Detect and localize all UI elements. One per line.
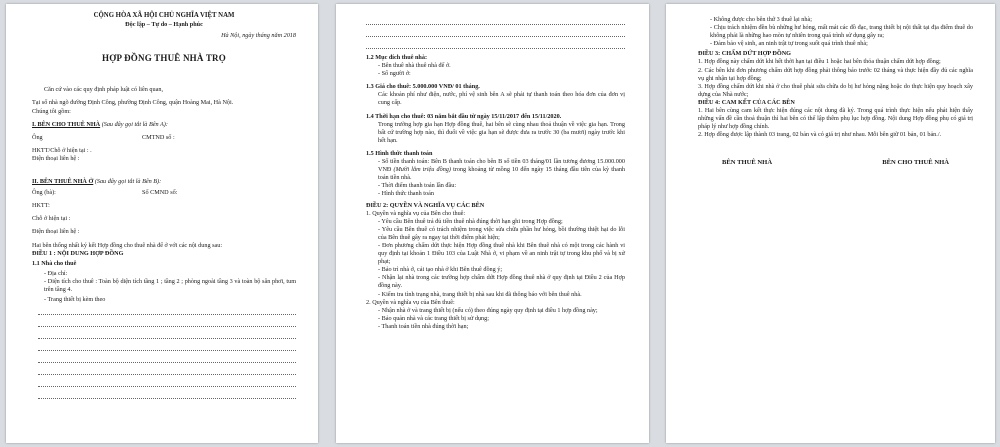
lessee-current-address: Chỗ ở hiện tại : [32, 215, 71, 223]
lessor-right-3: - Đơn phương chấm dứt thực hiện Hợp đồng thuê nhà khi Bên thuê nhà có một trong các hành vi quy định tại khoản 1 Điều 103 của Luật Nhà ở, vi phạm về an ninh trật tự trong khu phố và bị xử phạt; [378, 241, 626, 266]
commitment-2: 2. Hợp đồng được lập thành 03 trang, 02 bản và có giá trị như nhau. Mỗi bên giữ 01 bản, 01 bản./. [698, 131, 942, 139]
lessor-right-6: - Kiểm tra tình trạng nhà, trang thiết bị nhà sau khi đã thông báo với bên thuê nhà. [378, 290, 582, 298]
term-text: Trong trường hợp gia hạn Hợp đồng thuê, hai bên sẽ cùng nhau thoả thuận về việc gia hạn. Trong bất cứ trường hợp nào, thì đuổi về việc gia hạn sẽ được đưa ra trước 30 (ba mươi) ngày trước khi hết hạn. [378, 120, 625, 144]
lessee-phone: Điện thoại liên hệ : [32, 228, 80, 236]
section-lessor: I. BÊN CHO THUÊ NHÀ (Sau đây gọi tắt là Bên A): [32, 120, 168, 128]
lessee-right-1: - Nhận nhà ở và trang thiết bị (nếu có) theo đúng ngày quy định tại điều 1 hợp đồng này; [378, 306, 598, 314]
lessee-right-6: - Đảm bảo vệ sinh, an ninh trật tự trong suốt quá trình thuê nhà; [710, 40, 868, 48]
article-1-1-title: 1.1 Nhà cho thuê [32, 259, 77, 267]
equipment-blank-lines [32, 306, 296, 399]
lessor-phone: Điện thoại liên hệ : [32, 154, 80, 162]
lessee-right-5: - Chịu trách nhiệm đền bù những hư hỏng, mất mát các đồ đạc, trang thiết bị nội thất tại địa điểm thuê do không phải là những hao mòn tự nhiên trong quá trình sử dụng gây ra; [710, 24, 973, 40]
legal-basis: Căn cứ vào các quy định pháp luật có liên quan, [44, 86, 163, 94]
article-4-title: ĐIỀU 4: CAM KẾT CỦA CÁC BÊN [698, 98, 795, 106]
payment-title: 1.5 Hình thức thanh toán [366, 149, 433, 157]
section-lessee: II. BÊN THUÊ NHÀ Ở (Sau đây gọi tắt là Bên B): [32, 178, 162, 186]
national-motto: Độc lập – Tự do – Hạnh phúc [125, 21, 203, 29]
termination-3: 3. Hợp đồng chấm dứt khi nhà ở cho thuê phải sửa chữa do bị hư hỏng nặng hoặc do thực hiện quy hoạch xây dựng của Nhà nước; [698, 82, 973, 98]
rental-area: - Diện tích cho thuê : Toàn bộ diện tích tầng 1 ; tầng 2 ; phòng ngoài tầng 3 và toàn bộ sân phơi, tum trên tầng 4. [44, 277, 297, 293]
property-address: Tại số nhà ngõ đường Định Công, phường Định Công, quận Hoàng Mai, Hà Nội. [32, 99, 234, 107]
purpose-item-1: - Bên thuê nhà thuê nhà để ở. [378, 62, 451, 70]
lessor-right-1: - Yêu cầu Bên thuê trả đủ tiền thuê nhà đúng thời hạn ghi trong Hợp đồng; [378, 217, 563, 225]
lessee-rights-title: 2. Quyền và nghĩa vụ của Bên thuê: [366, 298, 455, 306]
lessor-right-4: - Bảo trì nhà ở, cải tạo nhà ở khi Bên thuê đồng ý; [378, 266, 503, 274]
article-2-title: ĐIỀU 2: QUYỀN VÀ NGHĨA VỤ CÁC BÊN [366, 201, 485, 209]
termination-1: 1. Hợp đồng này chấm dứt khi hết thời hạn tại điều 1 hoặc hai bên thỏa thuận chấm dứt hợp đồng; [698, 58, 941, 66]
signature-block [698, 159, 973, 167]
lessee-signature-label: BÊN THUÊ NHÀ [722, 159, 773, 167]
article-3-title: ĐIỀU 3: CHẤM DỨT HỢP ĐỒNG [698, 50, 791, 58]
purpose-item-2: - Số người ở: [378, 70, 411, 78]
term-title: 1.4 Thời hạn cho thuê: 03 năm bắt đầu từ ngày 15/11/2017 đến 15/11/2020. [366, 112, 562, 120]
lessee-household: HKTT: [32, 202, 50, 210]
document-page-3 [666, 4, 995, 443]
payment-first-time: - Thời điểm thanh toán lần đầu: [378, 182, 457, 190]
lessee-name-row: Ông (bà): Số CMND số: [32, 189, 178, 197]
place-date: Hà Nội, ngày tháng năm 2018 [221, 32, 296, 40]
payment-amount: - Số tiền thanh toán: Bên B thanh toán cho bên B số tiền 03 tháng/01 lần tương đương 15.000.000 VNĐ (Mười lăm triệu đồng) trong khoảng từ mồng 10 đến ngày 15 tháng đầu tiên của kỳ thanh toán tiền nhà. [378, 158, 626, 182]
lessor-signature-label: BÊN CHO THUÊ NHÀ [882, 159, 949, 167]
agreement-statement: Hai bên thống nhất ký kết Hợp đồng cho thuê nhà để ở với các nội dung sau: [32, 241, 223, 249]
lessee-right-4: - Không được cho bên thứ 3 thuê lại nhà; [710, 16, 812, 23]
payment-method: - Hình thức thanh toán [378, 190, 434, 198]
national-header: CỘNG HÒA XÃ HỘI CHỦ NGHĨA VIỆT NAM [93, 12, 235, 19]
parties-intro: Chúng tôi gồm: [32, 107, 71, 115]
document-page-1 [6, 4, 318, 443]
equipment-label: - Trang thiết bị kèm theo [44, 296, 106, 304]
purpose-title: 1.2 Mục đích thuê nhà: [366, 54, 428, 61]
lessee-right-2: - Bảo quản nhà và các trang thiết bị sử dụng; [378, 314, 489, 322]
price-title: 1.3 Giá cho thuê: 5.000.000 VNĐ/ 01 tháng. [366, 83, 480, 91]
continuation-blank-lines [366, 16, 625, 49]
price-text: Các khoản phí như điện, nước, phí vệ sinh bên A sẽ phải tự thanh toán theo hóa đơn của đơn vị cung cấp. [378, 91, 625, 107]
lessee-right-3: - Thanh toán tiền nhà đúng thời hạn; [378, 322, 469, 330]
location-label: - Địa chỉ: [44, 269, 68, 277]
lessor-right-5: - Nhận lại nhà trong các trường hợp chấm dứt Hợp đồng thuê nhà ở quy định tại Điều 2 của Hợp đồng này. [378, 274, 626, 290]
contract-title: HỢP ĐỒNG THUÊ NHÀ TRỌ [102, 53, 226, 64]
commitment-1: 1. Hai bên cùng cam kết thực hiện đúng các nội dung đã ký. Trong quá trình thực hiện nếu phát hiện thấy những vấn đề cần thoả thuận thì hai bên có thể lập thêm phụ lục hợp đồng. Nội dung Hợp đồng phụ có giá trị pháp lý như hợp đồng chính. [698, 107, 973, 131]
termination-2: 2. Các bên khi đơn phương chấm dứt hợp đồng phải thông báo trước 02 tháng và thực hiện đầy đủ các nghĩa vụ ghi nhận tại hợp đồng; [698, 66, 973, 82]
document-page-2 [336, 4, 649, 443]
lessor-household: HKTT/Chỗ ở hiện tại : . [32, 146, 92, 154]
article-1-title: ĐIỀU 1 : NỘI DUNG HỢP ĐỒNG [32, 249, 124, 257]
lessor-rights-title: 1. Quyền và nghĩa vụ của Bên cho thuê: [366, 209, 466, 217]
lessor-right-2: - Yêu cầu Bên thuê có trách nhiệm trong việc sửa chữa phần hư hỏng, bồi thường thiệt hại do lỗi của Bên thuê gây ra ngay tại thời điểm phát hiện; [378, 225, 625, 241]
lessor-name-row: Ông CMTND số : [32, 133, 175, 141]
